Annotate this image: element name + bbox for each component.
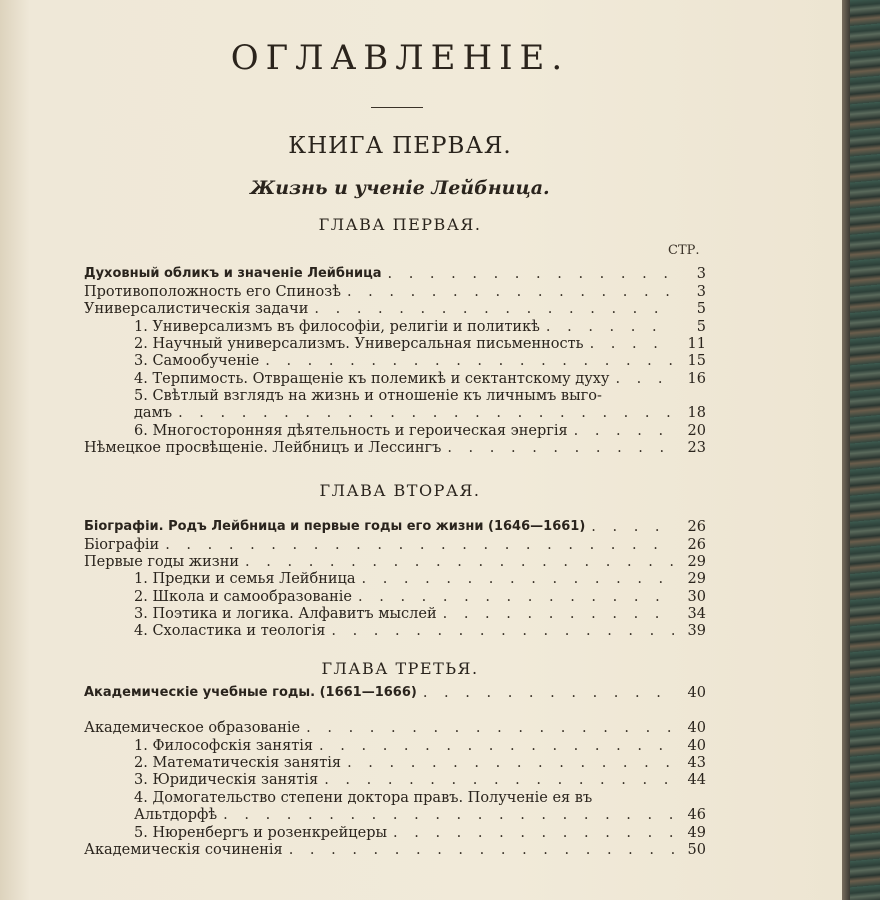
entry-page: 29 xyxy=(687,554,706,570)
entry-title: 3. Юридическія занятія xyxy=(134,772,319,788)
dot-leader xyxy=(591,518,674,536)
entry-title: Біографіи xyxy=(84,537,160,553)
entry-title: Противоположность его Спинозѣ xyxy=(84,284,341,300)
entry-page: 5 xyxy=(696,319,706,335)
entry-page: 29 xyxy=(687,571,706,587)
dot-leader xyxy=(331,622,674,640)
toc-entry[interactable] xyxy=(134,387,706,405)
entry-page: 49 xyxy=(687,825,706,841)
entry-page: 20 xyxy=(687,423,706,439)
toc-entry[interactable] xyxy=(84,518,706,536)
page-title: ОГЛАВЛЕНІЕ. xyxy=(230,38,570,78)
entry-title: Духовный обликъ и значеніе Лейбница xyxy=(84,266,382,281)
entry-page: 26 xyxy=(687,519,706,535)
dot-leader xyxy=(178,404,674,422)
entry-page: 5 xyxy=(696,301,706,317)
entry-title: 1. Философскія занятія xyxy=(134,738,314,754)
entry-page: 40 xyxy=(687,738,706,754)
dot-leader xyxy=(347,283,674,301)
entry-title: Альтдорфѣ xyxy=(134,807,218,823)
entry-title: 2. Научный универсализмъ. Универсальная письменность xyxy=(134,336,584,352)
entry-title: 3. Самообученіе xyxy=(134,353,260,369)
entry-title: 4. Домогательство степени доктора правъ. Полученіе ея въ xyxy=(134,790,593,806)
entry-page: 18 xyxy=(687,405,706,421)
entry-page: 16 xyxy=(687,371,706,387)
toc-entry[interactable] xyxy=(84,719,706,737)
toc-entry[interactable] xyxy=(84,841,706,859)
dot-leader xyxy=(447,439,674,457)
dot-leader xyxy=(388,265,675,283)
toc-entry[interactable] xyxy=(134,737,706,755)
entry-page: 46 xyxy=(687,807,706,823)
entry-title: 4. Схоластика и теологія xyxy=(134,623,326,639)
toc-entry[interactable] xyxy=(134,622,706,640)
dot-leader xyxy=(245,553,674,571)
entry-title: Академическія сочиненія xyxy=(84,842,283,858)
entry-page: 3 xyxy=(696,284,706,300)
toc-entry[interactable] xyxy=(134,754,706,772)
entry-page: 15 xyxy=(687,353,706,369)
entry-title: Академическіе учебные годы. (1661—1666) xyxy=(84,685,417,700)
entry-title: Первые годы жизни xyxy=(84,554,240,570)
toc-entry[interactable] xyxy=(84,300,706,318)
book-subtitle: Жизнь и ученіе Лейбница. xyxy=(250,177,550,199)
dot-leader xyxy=(347,754,674,772)
toc-entry[interactable] xyxy=(134,404,706,422)
chapter-heading-1: ГЛАВА ПЕРВАЯ. xyxy=(318,215,482,234)
toc-entry[interactable] xyxy=(84,265,706,283)
title-divider xyxy=(371,107,423,108)
entry-title: 1. Предки и семья Лейбница xyxy=(134,571,356,587)
page-column-label: СТР. xyxy=(668,243,700,258)
toc-entry[interactable] xyxy=(134,352,706,370)
dot-leader xyxy=(590,335,674,353)
entry-page: 34 xyxy=(687,606,706,622)
toc-entry[interactable] xyxy=(134,422,706,440)
dot-leader xyxy=(223,806,674,824)
entry-page: 39 xyxy=(687,623,706,639)
entry-title: дамъ xyxy=(134,405,173,421)
entry-title: 2. Математическія занятія xyxy=(134,755,342,771)
dot-leader xyxy=(393,824,674,842)
book-heading: КНИГА ПЕРВАЯ. xyxy=(288,133,512,159)
entry-title: 6. Многосторонняя дѣятельность и героическая энергія xyxy=(134,423,568,439)
toc-entry[interactable] xyxy=(84,283,706,301)
entry-page: 50 xyxy=(687,842,706,858)
toc-entry[interactable] xyxy=(84,536,706,554)
entry-page: 30 xyxy=(687,589,706,605)
chapter-heading-3: ГЛАВА ТРЕТЬЯ. xyxy=(321,659,479,678)
dot-leader xyxy=(324,771,674,789)
toc-entry[interactable] xyxy=(134,806,706,824)
page-gutter-shadow xyxy=(842,0,850,900)
entry-title: Біографіи. Родъ Лейбница и первые годы его жизни (1646—1661) xyxy=(84,519,586,534)
toc-entry[interactable] xyxy=(134,335,706,353)
entry-page: 23 xyxy=(687,440,706,456)
entry-page: 40 xyxy=(687,720,706,736)
toc-entry[interactable] xyxy=(134,370,706,388)
entry-title: Универсалистическія задачи xyxy=(84,301,309,317)
toc-entry[interactable] xyxy=(134,605,706,623)
entry-page: 44 xyxy=(687,772,706,788)
entry-page: 3 xyxy=(696,266,706,282)
toc-entry[interactable] xyxy=(134,824,706,842)
entry-title: 5. Свѣтлый взглядъ на жизнь и отношеніе къ личнымъ выго- xyxy=(134,388,602,404)
entry-title: 5. Нюренбергъ и розенкрейцеры xyxy=(134,825,388,841)
dot-leader xyxy=(319,737,674,755)
entry-title: Нѣмецкое просвѣщеніе. Лейбницъ и Лессингъ xyxy=(84,440,442,456)
dot-leader xyxy=(306,719,674,737)
dot-leader xyxy=(362,570,675,588)
toc-entry[interactable] xyxy=(134,771,706,789)
entry-page: 11 xyxy=(687,336,706,352)
dot-leader xyxy=(265,352,674,370)
toc-entry[interactable] xyxy=(84,439,706,457)
dot-leader xyxy=(165,536,674,554)
dot-leader xyxy=(314,300,674,318)
entry-page: 40 xyxy=(687,685,706,701)
entry-title: 1. Универсализмъ въ философіи, религіи и политикѣ xyxy=(134,319,540,335)
book-cover-edge xyxy=(850,0,880,900)
dot-leader xyxy=(289,841,674,859)
dot-leader xyxy=(615,370,674,388)
entry-title: Академическое образованіе xyxy=(84,720,301,736)
entry-page: 43 xyxy=(687,755,706,771)
dot-leader xyxy=(443,605,674,623)
chapter-heading-2: ГЛАВА ВТОРАЯ. xyxy=(319,481,481,500)
entry-title: 3. Поэтика и логика. Алфавитъ мыслей xyxy=(134,606,437,622)
toc-entry[interactable] xyxy=(84,684,706,702)
dot-leader xyxy=(546,318,674,336)
toc-entry[interactable] xyxy=(134,588,706,606)
toc-entry[interactable] xyxy=(84,553,706,571)
entry-title: 4. Терпимость. Отвращеніе къ полемикѣ и сектантскому духу xyxy=(134,371,610,387)
entry-title: 2. Школа и самообразованіе xyxy=(134,589,353,605)
entry-page: 26 xyxy=(687,537,706,553)
dot-leader xyxy=(358,588,674,606)
toc-entry[interactable] xyxy=(134,570,706,588)
dot-leader xyxy=(574,422,674,440)
toc-entry[interactable] xyxy=(134,318,706,336)
toc-entry[interactable] xyxy=(134,789,706,807)
dot-leader xyxy=(423,684,674,702)
